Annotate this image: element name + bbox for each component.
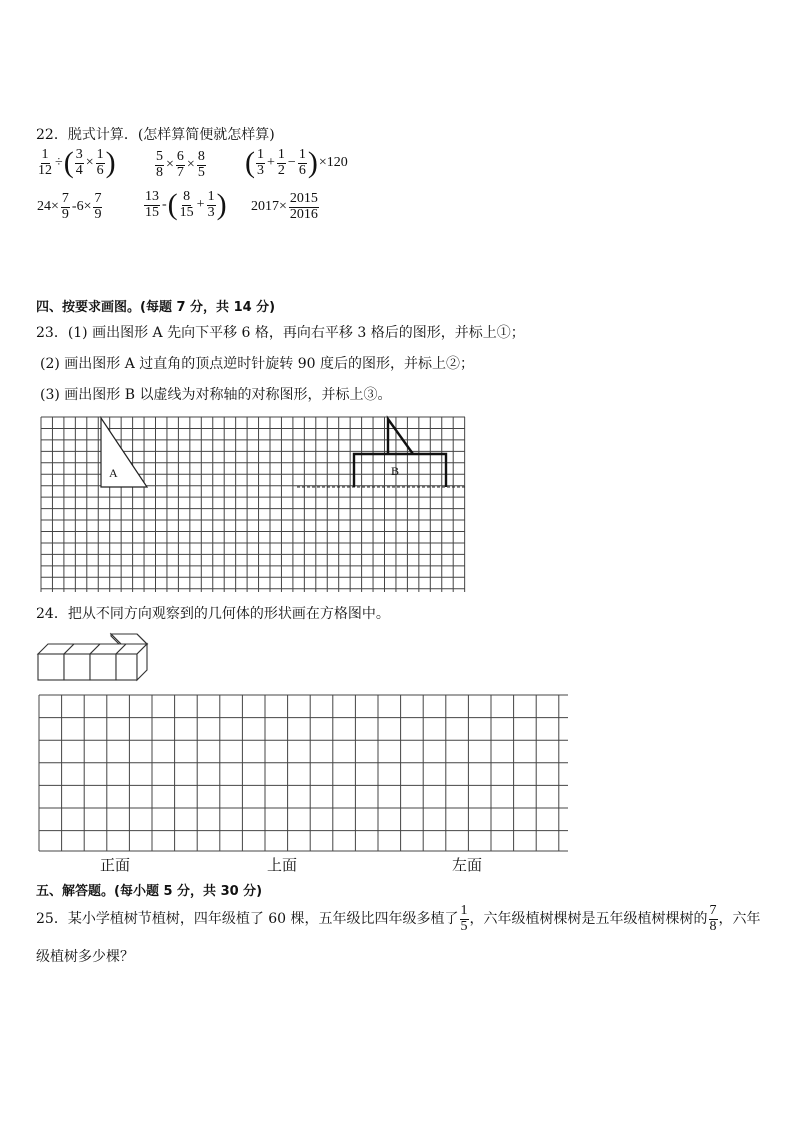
e1-f2-num: 3 bbox=[75, 147, 83, 162]
q24-grid[interactable] bbox=[39, 695, 568, 851]
e5-f1-num: 13 bbox=[145, 189, 159, 204]
e1-op2: × bbox=[85, 155, 94, 171]
e3-f1-num: 1 bbox=[257, 147, 264, 162]
caption-top-view: 上面 bbox=[267, 856, 298, 874]
q22-title: 22．脱式计算．(怎样算简便就怎样算) bbox=[36, 127, 275, 143]
q24-title: 24．把从不同方向观察到的几何体的形状画在方格图中。 bbox=[36, 606, 390, 622]
shape-b-outline bbox=[354, 454, 446, 487]
q25-text-1: 25．某小学植树节植树，四年级植了 60 棵，五年级比四年级多植了 bbox=[36, 911, 459, 927]
q25-frac2-den: 8 bbox=[709, 918, 717, 934]
e4-f1-den: 9 bbox=[61, 206, 69, 222]
e1-f1-num: 1 bbox=[41, 147, 49, 162]
cube-solid-figure bbox=[35, 632, 153, 684]
e6-lead: 2017× bbox=[251, 199, 287, 215]
e4-lead: 24× bbox=[37, 199, 59, 215]
expression-2 bbox=[154, 150, 207, 180]
q23-line-3: (3) 画出图形 B 以虚线为对称轴的对称图形，并标上③。 bbox=[40, 387, 392, 403]
e5-f2-num: 8 bbox=[183, 189, 191, 204]
q25-frac1-num: 1 bbox=[460, 902, 468, 918]
expression-6 bbox=[250, 192, 320, 222]
e5-f2-den: 15 bbox=[179, 204, 194, 220]
e4-mid: -6× bbox=[71, 199, 92, 215]
q25-line-1 bbox=[36, 900, 761, 938]
e3-f2-num: 1 bbox=[277, 147, 285, 162]
e3-f1-den: 3 bbox=[257, 162, 264, 178]
e5-f3-den: 3 bbox=[207, 204, 215, 220]
e2-f2-den: 7 bbox=[176, 164, 184, 180]
e1-op1: ÷ bbox=[55, 155, 63, 171]
q23-line-2: (2) 画出图形 A 过直角的顶点逆时针旋转 90 度后的图形，并标上②； bbox=[40, 356, 475, 372]
e1-f3-num: 1 bbox=[96, 147, 104, 162]
section-4-heading: 四、按要求画图。(每题 7 分，共 14 分) bbox=[36, 300, 276, 315]
q23-line-1: 23．(1) 画出图形 A 先向下平移 6 格，再向右平移 3 格后的图形，并标上①； bbox=[36, 325, 525, 341]
e2-f2-num: 6 bbox=[176, 149, 184, 164]
e4-f2-num: 7 bbox=[94, 191, 102, 206]
q25-fraction-1 bbox=[460, 904, 469, 934]
e6-num: 2015 bbox=[289, 191, 318, 206]
e2-f3-den: 5 bbox=[197, 164, 205, 180]
section-5-heading: 五、解答题。(每小题 5 分，共 30 分) bbox=[36, 884, 263, 899]
e2-f3-num: 8 bbox=[197, 149, 205, 164]
e4-f2-den: 9 bbox=[94, 206, 102, 222]
q25-fraction-2 bbox=[709, 904, 718, 934]
q25-frac2-num: 7 bbox=[709, 902, 717, 918]
q25-text-2: ，六年级植树棵树是五年级植树棵树的 bbox=[469, 911, 708, 927]
q23-grid[interactable] bbox=[41, 417, 465, 592]
e3-op2: − bbox=[287, 155, 296, 171]
e1-f3-den: 6 bbox=[96, 162, 104, 178]
shape-a-label: A bbox=[109, 466, 118, 480]
e2-op2: × bbox=[186, 157, 195, 173]
e5-op1: - bbox=[162, 197, 167, 213]
expression-5: $\frac{13}{15}$ -( $\frac{8}{15}$ + $\frac{1}{3}$ ) bbox=[145, 188, 227, 222]
e3-op1: + bbox=[267, 155, 275, 171]
e6-den: 2016 bbox=[289, 206, 318, 222]
e3-tail: ×120 bbox=[318, 155, 348, 171]
expression-3: ( $\frac{1}{3}$ + $\frac{1}{2}$ − $\frac{1}{6}$ )×120 bbox=[245, 146, 348, 180]
shape-b-label: B bbox=[391, 464, 400, 478]
expression-1: $\frac{1}{12}$ ÷( $\frac{3}{4}$ × $\frac{1}{6}$ ) bbox=[38, 146, 116, 180]
e3-f3-num: 1 bbox=[298, 147, 306, 162]
e4-f1-num: 7 bbox=[61, 191, 69, 206]
e2-f1-num: 5 bbox=[156, 149, 163, 164]
q25-text-3: ，六年 bbox=[718, 911, 761, 927]
e1-f1-den: 12 bbox=[38, 162, 52, 178]
expression-4 bbox=[36, 192, 103, 222]
shape-b-flag bbox=[388, 419, 413, 454]
q25-frac1-den: 5 bbox=[460, 918, 468, 934]
e5-f3-num: 1 bbox=[207, 189, 215, 204]
e3-f3-den: 6 bbox=[298, 162, 306, 178]
e3-f2-den: 2 bbox=[277, 162, 285, 178]
q25-line-2: 级植树多少棵？ bbox=[36, 949, 134, 965]
e2-f1-den: 8 bbox=[156, 164, 163, 180]
caption-front-view: 正面 bbox=[100, 856, 131, 874]
e2-op1: × bbox=[166, 157, 174, 173]
e5-op2: + bbox=[196, 197, 205, 213]
e1-f2-den: 4 bbox=[75, 162, 83, 178]
e5-f1-den: 15 bbox=[145, 204, 159, 220]
caption-left-view: 左面 bbox=[452, 856, 483, 874]
